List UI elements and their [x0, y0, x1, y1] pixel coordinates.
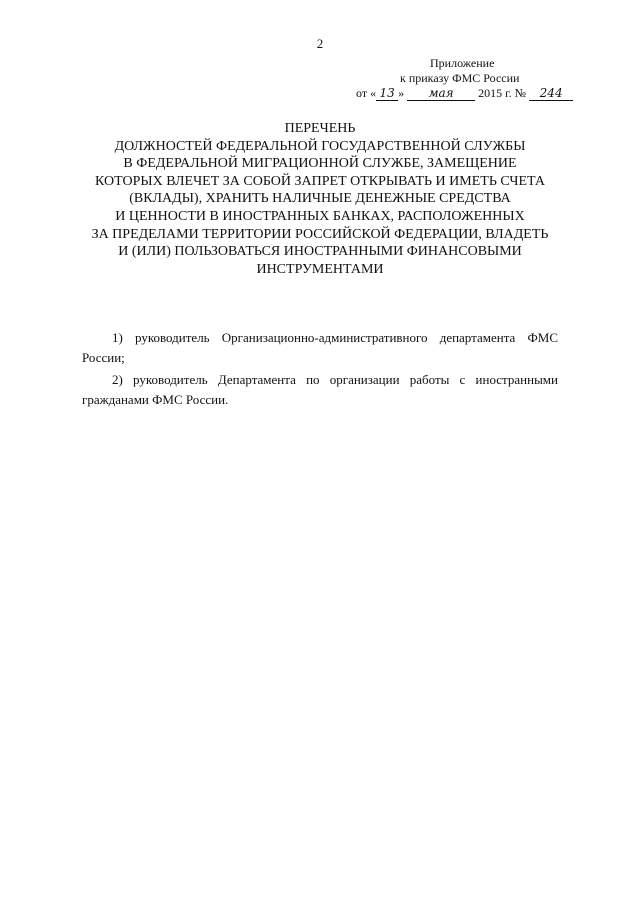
year-and-number-label: 2015 г. №	[478, 86, 527, 100]
title-line: ИНСТРУМЕНТАМИ	[256, 261, 384, 277]
title-line: В ФЕДЕРАЛЬНОЙ МИГРАЦИОННОЙ СЛУЖБЕ, ЗАМЕЩЕНИЕ	[123, 156, 517, 172]
page-number: 2	[316, 36, 324, 51]
appendix-order-reference: к приказу ФМС России	[400, 71, 520, 85]
title-line: И ЦЕННОСТИ В ИНОСТРАННЫХ БАНКАХ, РАСПОЛОЖЕННЫХ	[115, 208, 525, 224]
title-line: И (ИЛИ) ПОЛЬЗОВАТЬСЯ ИНОСТРАННЫМИ ФИНАНСОВЫМИ	[118, 244, 522, 260]
title-line: ПЕРЕЧЕНЬ	[284, 121, 356, 136]
appendix-label: Приложение	[430, 56, 495, 70]
list-item: 2) руководитель Департамента по организации работы с иностранными гражданами ФМС России.	[82, 372, 558, 407]
appendix-header	[330, 56, 590, 101]
date-prefix: от «	[356, 86, 377, 100]
title-line: (ВКЛАДЫ), ХРАНИТЬ НАЛИЧНЫЕ ДЕНЕЖНЫЕ СРЕДСТВА	[129, 191, 511, 207]
positions-list	[82, 328, 558, 412]
handwritten-order-number: 244	[529, 87, 573, 101]
title-line: КОТОРЫХ ВЛЕЧЕТ ЗА СОБОЙ ЗАПРЕТ ОТКРЫВАТЬ И ИМЕТЬ СЧЕТА	[95, 173, 545, 189]
date-close-quote: »	[398, 86, 405, 100]
document-title	[90, 120, 550, 278]
appendix-date-line	[330, 86, 590, 101]
handwritten-month: мая	[407, 87, 475, 101]
handwritten-day: 13	[376, 87, 398, 101]
list-item: 1) руководитель Организационно-административного департамента ФМС России;	[82, 330, 558, 365]
title-line: ДОЛЖНОСТЕЙ ФЕДЕРАЛЬНОЙ ГОСУДАРСТВЕННОЙ СЛУЖБЫ	[114, 138, 526, 154]
title-line: ЗА ПРЕДЕЛАМИ ТЕРРИТОРИИ РОССИЙСКОЙ ФЕДЕРАЦИИ, ВЛАДЕТЬ	[91, 226, 549, 242]
